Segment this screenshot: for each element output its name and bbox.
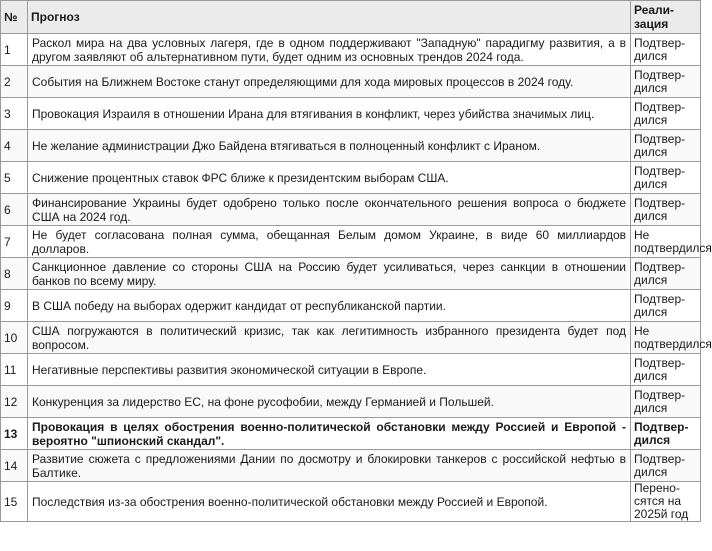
- forecast-text: Конкуренция за лидерство ЕС, на фоне русофобии, между Германией и Польшей.: [28, 386, 631, 418]
- realization-status: Подтвер- дился: [631, 130, 701, 162]
- row-number: 12: [1, 386, 28, 418]
- row-number: 7: [1, 226, 28, 258]
- forecast-text: Провокация Израиля в отношении Ирана для втягивания в конфликт, через убийства значимых лиц.: [28, 98, 631, 130]
- row-number: 14: [1, 450, 28, 482]
- forecast-text: Снижение процентных ставок ФРС ближе к президентским выборам США.: [28, 162, 631, 194]
- row-number: 2: [1, 66, 28, 98]
- forecast-text: Развитие сюжета с предложениями Дании по досмотру и блокировки танкеров с российской нефтью в Балтике.: [28, 450, 631, 482]
- forecast-text: США погружаются в политический кризис, так как легитимность избранного президента будет под вопросом.: [28, 322, 631, 354]
- row-number: 11: [1, 354, 28, 386]
- forecast-text: Раскол мира на два условных лагеря, где в одном поддерживают "Западную" парадигму развития, а в другом заявляют об альтернативном пути, будет одним из основных трендов 2024 года.: [28, 34, 631, 66]
- row-number: 1: [1, 34, 28, 66]
- table-row: [1, 354, 701, 386]
- table-row: [1, 322, 701, 354]
- realization-status: Перено- сятся на 2025й год: [631, 482, 701, 522]
- row-number: 8: [1, 258, 28, 290]
- realization-status: Подтвер- дился: [631, 450, 701, 482]
- header-realization: Реали- зация: [631, 1, 701, 34]
- row-number: 5: [1, 162, 28, 194]
- table-row: [1, 290, 701, 322]
- table-row: [1, 194, 701, 226]
- header-forecast: Прогноз: [28, 1, 631, 34]
- table-row: [1, 482, 701, 522]
- forecast-text: Последствия из-за обострения военно-политической обстановки между Россией и Европой.: [28, 482, 631, 522]
- forecast-text: Не будет согласована полная сумма, обещанная Белым домом Украине, в виде 60 миллиардов долларов.: [28, 226, 631, 258]
- table-row: [1, 34, 701, 66]
- forecast-text: В США победу на выборах одержит кандидат от республиканской партии.: [28, 290, 631, 322]
- table-row: [1, 258, 701, 290]
- row-number: 9: [1, 290, 28, 322]
- header-number: №: [1, 1, 28, 34]
- realization-status: Не подтвердился: [631, 226, 701, 258]
- forecast-text: Санкционное давление со стороны США на Россию будет усиливаться, через санкции в отношении банков по всему миру.: [28, 258, 631, 290]
- row-number: 15: [1, 482, 28, 522]
- forecast-text: Финансирование Украины будет одобрено только после окончательного решения вопроса о бюджете США на 2024 год.: [28, 194, 631, 226]
- row-number: 6: [1, 194, 28, 226]
- realization-status: Подтвер- дился: [631, 290, 701, 322]
- row-number: 13: [1, 418, 28, 450]
- table-row: [1, 226, 701, 258]
- table-row: [1, 162, 701, 194]
- realization-status: Подтвер- дился: [631, 418, 701, 450]
- realization-status: Подтвер- дился: [631, 386, 701, 418]
- table-row: [1, 130, 701, 162]
- realization-status: Подтвер- дился: [631, 162, 701, 194]
- realization-status: Подтвер- дился: [631, 66, 701, 98]
- table-row: [1, 98, 701, 130]
- header-row: [1, 1, 701, 34]
- realization-status: Подтвер- дился: [631, 258, 701, 290]
- forecast-text: Негативные перспективы развития экономической ситуации в Европе.: [28, 354, 631, 386]
- realization-status: Не подтвердился: [631, 322, 701, 354]
- forecast-text: Провокация в целях обострения военно-политической обстановки между Россией и Европой - вероятно "шпионский скандал".: [28, 418, 631, 450]
- realization-status: Подтвер- дился: [631, 354, 701, 386]
- table-row: [1, 450, 701, 482]
- realization-status: Подтвер- дился: [631, 194, 701, 226]
- table-row: [1, 386, 701, 418]
- realization-status: Подтвер- дился: [631, 98, 701, 130]
- row-number: 3: [1, 98, 28, 130]
- table-row: [1, 418, 701, 450]
- table-row: [1, 66, 701, 98]
- realization-status: Подтвер- дился: [631, 34, 701, 66]
- forecast-text: Не желание администрации Джо Байдена втягиваться в полноценный конфликт с Ираном.: [28, 130, 631, 162]
- row-number: 10: [1, 322, 28, 354]
- forecast-text: События на Ближнем Востоке станут определяющими для хода мировых процессов в 2024 году.: [28, 66, 631, 98]
- row-number: 4: [1, 130, 28, 162]
